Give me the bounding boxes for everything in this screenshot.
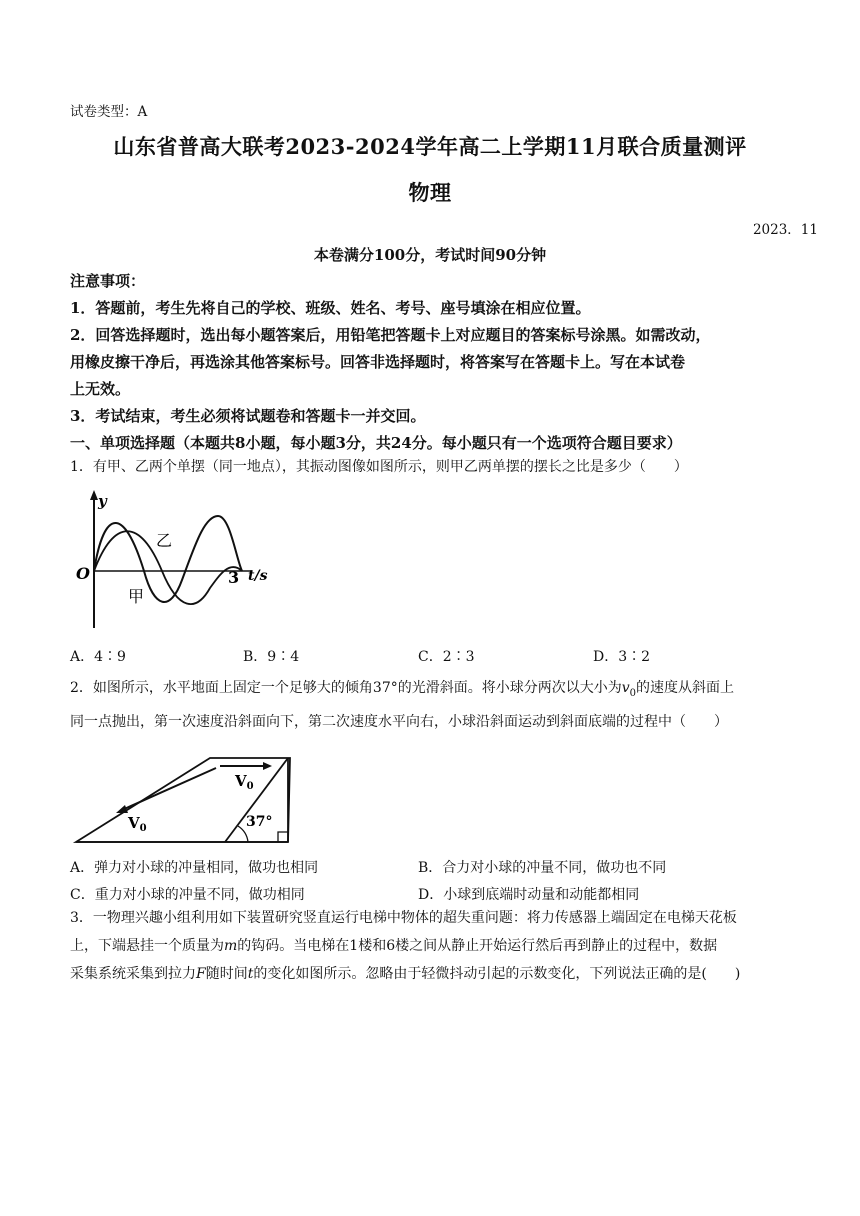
x-axis-label: t/s <box>248 568 268 584</box>
q3-force-symbol: F <box>196 966 206 982</box>
q1-option-a: A．4∶9 <box>70 649 126 665</box>
notice-item-2-line-1: 2．回答选择题时，选出每小题答案后，用铅笔把答题卡上对应题目的答案标号涂黑。如需改动， <box>70 326 711 344</box>
q2-stem-part-a: 2．如图所示，水平地面上固定一个足够大的倾角 <box>70 680 373 696</box>
section-1-heading: 一、单项选择题（本题共8小题，每小题3分，共24分。每小题只有一个选项符合题目要求） <box>70 434 682 452</box>
question-2-stem-line-2: 同一点抛出，第一次速度沿斜面向下，第二次速度水平向右，小球沿斜面运动到斜面底端的过程中（ ） <box>70 714 728 730</box>
q2-v0-sub: 0 <box>629 687 637 699</box>
question-2-stem-line-1 <box>70 674 734 708</box>
q1-option-c: C．2∶3 <box>418 649 475 665</box>
q2-angle: 37° <box>372 680 398 696</box>
paper-type: 试卷类型：A <box>70 104 148 120</box>
q3-line3-part-c: 的变化如图所示。忽略由于轻微抖动引起的示数变化，下列说法正确的是( ) <box>253 966 741 982</box>
q2-option-d: D．小球到底端时动量和动能都相同 <box>418 887 640 903</box>
q2-v0: v <box>621 680 630 696</box>
notice-heading: 注意事项： <box>70 272 146 290</box>
y-axis-arrow-icon <box>90 490 98 500</box>
v0-downslope-arrow-head-icon <box>116 805 128 813</box>
q3-line2-part-b: 的钩码。当电梯在1楼和6楼之间从静止开始运行然后再到静止的过程中，数据 <box>237 938 718 954</box>
q1-oscillation-graph <box>70 488 290 633</box>
notice-item-2-line-2: 用橡皮擦干净后，再选涂其他答案标号。回答非选择题时，将答案写在答题卡上。写在本试卷 <box>70 353 686 371</box>
v0-horizontal-arrow-head-icon <box>263 762 272 770</box>
score-info: 本卷满分100分，考试时间90分钟 <box>313 246 547 264</box>
q2-option-c: C．重力对小球的冲量不同，做功相同 <box>70 887 305 903</box>
q2-option-b: B．合力对小球的冲量不同，做功也不同 <box>418 860 667 876</box>
curve-label-jia: 甲 <box>128 587 145 606</box>
q3-line3-part-b: 随时间 <box>205 966 248 982</box>
v0-downslope-arrow <box>122 768 216 810</box>
question-3-line-1: 3．一物理兴趣小组利用如下装置研究竖直运行电梯中物体的超失重问题：将力传感器上端固定在电梯天花板 <box>70 910 737 926</box>
notice-item-1: 1．答题前，考生先将自己的学校、班级、姓名、考号、座号填涂在相应位置。 <box>70 299 591 317</box>
notice-item-3: 3．考试结束，考生必须将试题卷和答题卡一并交回。 <box>70 407 426 425</box>
origin-label: O <box>76 564 90 583</box>
notice-item-2-line-3: 上无效。 <box>70 380 131 398</box>
tick-label-3: 3 <box>228 568 240 587</box>
question-3-line-2 <box>70 932 717 960</box>
q3-line2-part-a: 上，下端悬挂一个质量为 <box>70 938 224 954</box>
curve-label-yi: 乙 <box>156 531 173 550</box>
exam-date: 2023．11 <box>752 222 818 238</box>
question-1-stem: 1．有甲、乙两个单摆（同一地点），其振动图像如图所示，则甲乙两单摆的摆长之比是多少（ ） <box>70 459 688 475</box>
q3-time-symbol: t <box>247 966 254 982</box>
v0-left-label: $V_0$ <box>128 814 147 834</box>
v0-top-label: $V_0$ <box>235 772 254 792</box>
subject-title: 物理 <box>408 180 452 205</box>
exam-title: 山东省普高大联考2023-2024学年高二上学期11月联合质量测评 <box>113 134 747 159</box>
right-angle-mark <box>278 832 288 842</box>
q2-stem-part-b: 的光滑斜面。将小球分两次以大小为 <box>397 680 622 696</box>
question-3-line-3 <box>70 960 740 988</box>
q1-option-b: B．9∶4 <box>243 649 300 665</box>
q2-option-a: A．弹力对小球的冲量相同，做功也相同 <box>70 860 319 876</box>
q3-mass-symbol: m <box>224 938 238 954</box>
q2-stem-part-c: 的速度从斜面上 <box>636 680 735 696</box>
angle-label: 37° <box>246 814 273 830</box>
q1-option-d: D．3∶2 <box>593 649 651 665</box>
y-axis-label: y <box>98 492 107 510</box>
q2-incline-figure <box>70 746 300 850</box>
q3-line3-part-a: 采集系统采集到拉力 <box>70 966 196 982</box>
curve-yi <box>94 516 242 602</box>
